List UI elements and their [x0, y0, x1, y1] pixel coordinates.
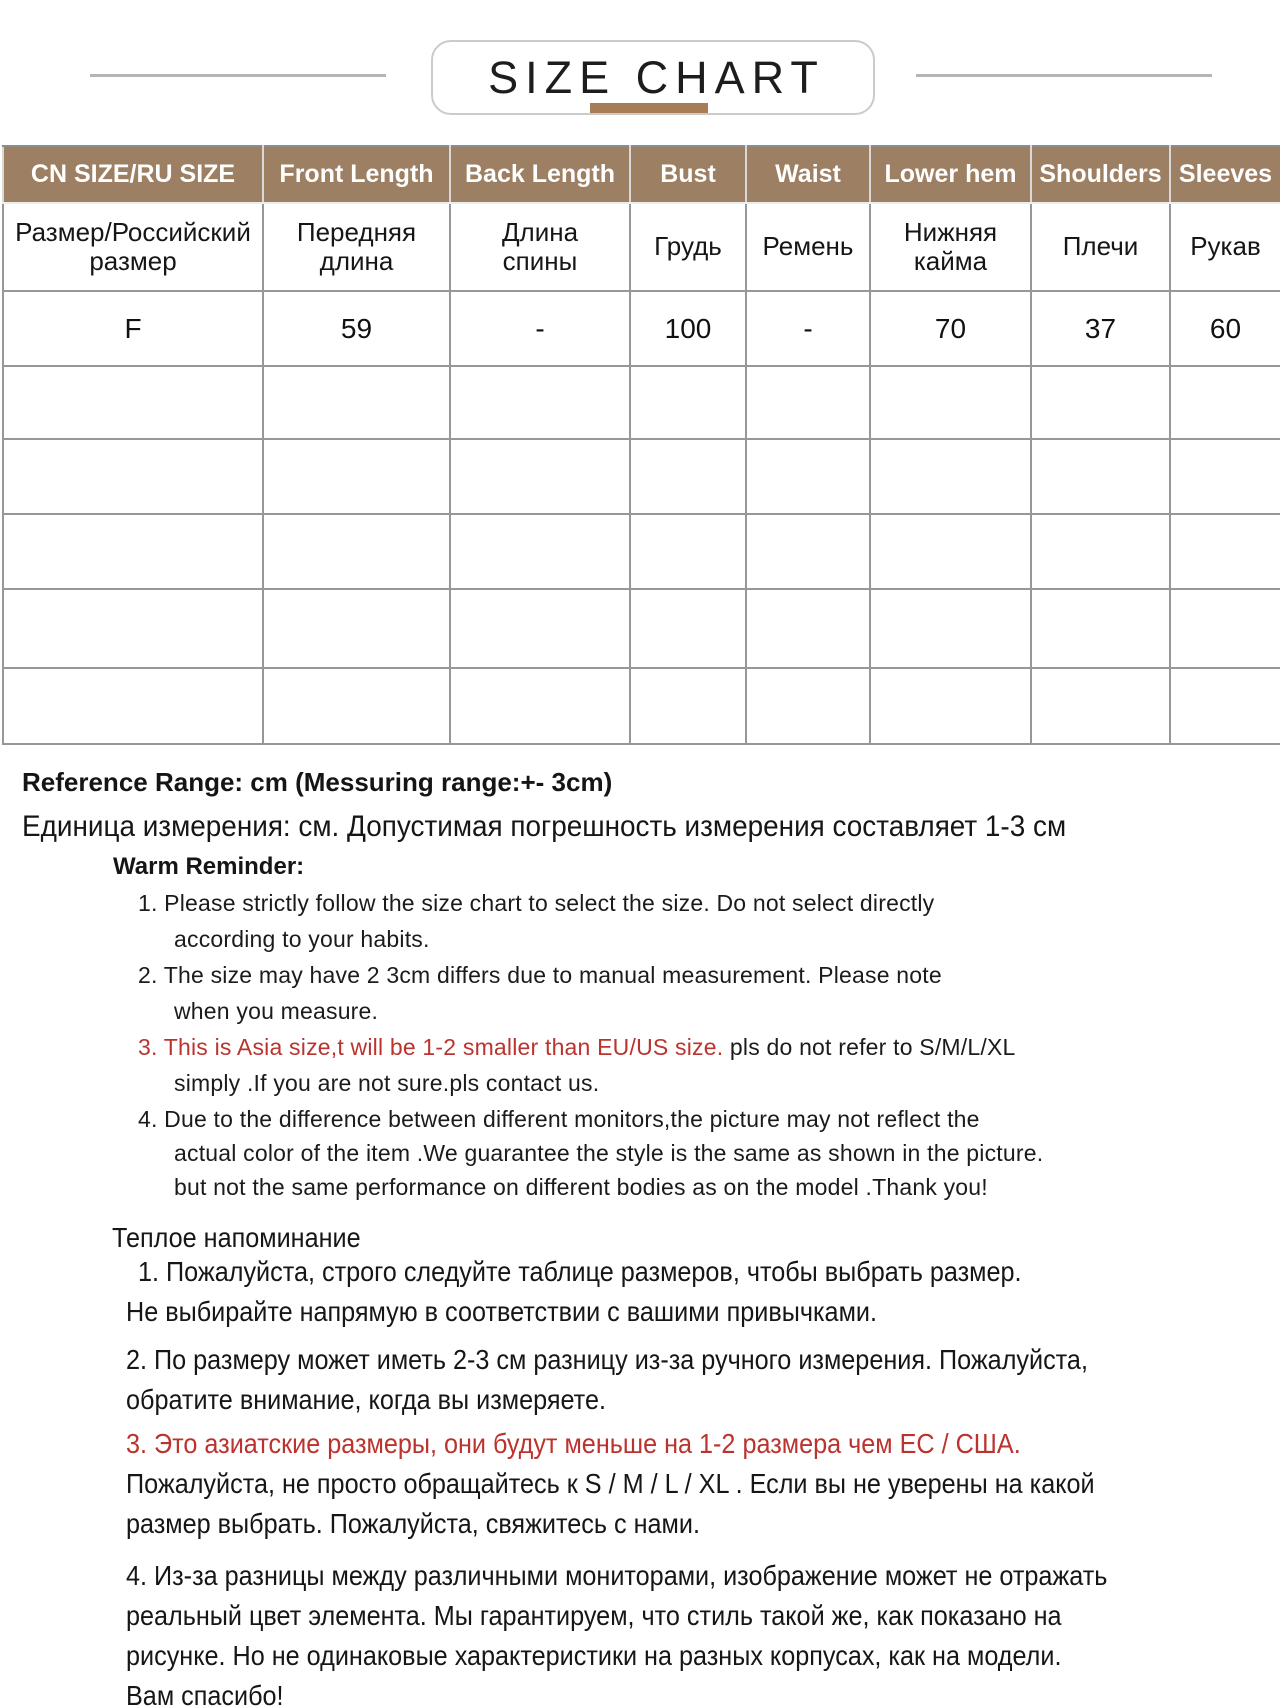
empty-cell — [746, 514, 870, 589]
empty-cell — [3, 366, 263, 439]
empty-cell — [1031, 366, 1170, 439]
table-russian-label-row — [3, 203, 1280, 291]
warm-reminder-line: but not the same performance on different bodies as on the model .Thank you! — [174, 1174, 988, 1200]
empty-cell — [263, 668, 450, 744]
empty-cell — [263, 589, 450, 668]
reminder-ru-line-asia-size: 3. Это азиатские размеры, они будут меньше на 1-2 размера чем ЕС / США. — [126, 1428, 1021, 1459]
warm-reminder-line: 2. The size may have 2 3cm differs due to manual measurement. Please note — [138, 962, 942, 988]
empty-cell — [630, 668, 746, 744]
title-divider-left — [90, 74, 386, 77]
ru-label-front-length: Передняя длина — [263, 203, 450, 291]
empty-cell — [3, 514, 263, 589]
empty-cell — [450, 589, 630, 668]
empty-cell — [3, 668, 263, 744]
value-waist: - — [746, 291, 870, 366]
ru-label-shoulders: Плечи — [1031, 203, 1170, 291]
header-cell-size: CN SIZE/RU SIZE — [3, 146, 263, 203]
ru-label-size: Размер/Российский размер — [3, 203, 263, 291]
ru-label-bust: Грудь — [630, 203, 746, 291]
header-cell-lower-hem: Lower hem — [870, 146, 1031, 203]
header-cell-sleeves: Sleeves — [1170, 146, 1280, 203]
reference-range-ru: Единица измерения: см. Допустимая погрешность измерения составляет 1-3 см — [22, 810, 1067, 843]
empty-cell — [3, 439, 263, 514]
table-empty-row — [3, 514, 1280, 589]
asia-size-warning-red: 3. This is Asia size,t will be 1-2 smaller than EU/US size. — [138, 1034, 724, 1060]
warm-reminder-line: according to your habits. — [174, 926, 430, 952]
ru-label-lower-hem: Нижняя кайма — [870, 203, 1031, 291]
empty-cell — [1170, 514, 1280, 589]
reminder-ru-line: 4. Из-за разницы между различными мониторами, изображение может не отражать — [126, 1560, 1108, 1591]
reminder-ru-line: размер выбрать. Пожалуйста, свяжитесь с нами. — [126, 1508, 700, 1539]
title-divider-right — [916, 74, 1212, 77]
table-empty-row — [3, 589, 1280, 668]
reminder-ru-line: 1. Пожалуйста, строго следуйте таблице размеров, чтобы выбрать размер. — [138, 1256, 1022, 1287]
reminder-ru-line: рисунке. Но не одинаковые характеристики на разных корпусах, как на модели. — [126, 1640, 1062, 1671]
reminder-ru-line: Не выбирайте напрямую в соответствии с вашими привычками. — [126, 1296, 877, 1327]
empty-cell — [746, 668, 870, 744]
empty-cell — [746, 366, 870, 439]
ru-label-back-length: Длина спины — [450, 203, 630, 291]
value-lower-hem: 70 — [870, 291, 1031, 366]
reference-range-en: Reference Range: cm (Messuring range:+- 3cm) — [22, 767, 613, 797]
warm-reminder-line: actual color of the item .We guarantee the style is the same as shown in the picture. — [174, 1140, 1044, 1166]
ru-label-waist: Ремень — [746, 203, 870, 291]
ru-label-sleeves: Рукав — [1170, 203, 1280, 291]
empty-cell — [746, 439, 870, 514]
empty-cell — [870, 668, 1031, 744]
warm-reminder-line: when you measure. — [174, 998, 379, 1024]
value-sleeves: 60 — [1170, 291, 1280, 366]
value-size: F — [3, 291, 263, 366]
reminder-ru-line: обратите внимание, когда вы измеряете. — [126, 1384, 606, 1415]
page-title: SIZE CHART — [488, 51, 825, 103]
header-cell-front-length: Front Length — [263, 146, 450, 203]
empty-cell — [1170, 366, 1280, 439]
header-cell-waist: Waist — [746, 146, 870, 203]
empty-cell — [263, 514, 450, 589]
empty-cell — [630, 439, 746, 514]
reminder-ru-line: 2. По размеру может иметь 2-3 см разницу из-за ручного измерения. Пожалуйста, — [126, 1344, 1088, 1375]
value-front-length: 59 — [263, 291, 450, 366]
empty-cell — [263, 366, 450, 439]
empty-cell — [1031, 589, 1170, 668]
empty-cell — [263, 439, 450, 514]
empty-cell — [3, 589, 263, 668]
warm-reminder-line-asia-size — [138, 1034, 1015, 1061]
empty-cell — [450, 514, 630, 589]
table-header-row — [3, 146, 1280, 203]
warm-reminder-line: 1. Please strictly follow the size chart to select the size. Do not select directly — [138, 890, 935, 916]
value-bust: 100 — [630, 291, 746, 366]
reminder-ru-heading: Теплое напоминание — [112, 1222, 361, 1253]
header-cell-back-length: Back Length — [450, 146, 630, 203]
empty-cell — [630, 366, 746, 439]
value-back-length: - — [450, 291, 630, 366]
empty-cell — [870, 366, 1031, 439]
warm-reminder-line: 4. Due to the difference between different monitors,the picture may not reflect the — [138, 1106, 980, 1132]
reminder-ru-line: реальный цвет элемента. Мы гарантируем, что стиль такой же, как показано на — [126, 1600, 1062, 1631]
reminder-ru-line: Пожалуйста, не просто обращайтесь к S / M / L / XL . Если вы не уверены на какой — [126, 1468, 1095, 1499]
table-empty-row — [3, 366, 1280, 439]
empty-cell — [1170, 589, 1280, 668]
empty-cell — [450, 366, 630, 439]
empty-cell — [870, 514, 1031, 589]
empty-cell — [450, 668, 630, 744]
table-empty-row — [3, 668, 1280, 744]
asia-size-warning-black: pls do not refer to S/M/L/XL — [723, 1034, 1016, 1060]
empty-cell — [746, 589, 870, 668]
empty-cell — [450, 439, 630, 514]
warm-reminder-line: simply .If you are not sure.pls contact us. — [174, 1070, 600, 1096]
table-empty-row — [3, 439, 1280, 514]
header-cell-bust: Bust — [630, 146, 746, 203]
header-cell-shoulders: Shoulders — [1031, 146, 1170, 203]
empty-cell — [870, 589, 1031, 668]
size-chart-table — [2, 145, 1280, 745]
empty-cell — [630, 514, 746, 589]
empty-cell — [1170, 668, 1280, 744]
warm-reminder-heading: Warm Reminder: — [113, 853, 305, 880]
empty-cell — [1031, 668, 1170, 744]
value-shoulders: 37 — [1031, 291, 1170, 366]
empty-cell — [1031, 439, 1170, 514]
title-accent-bar — [590, 103, 708, 113]
empty-cell — [1031, 514, 1170, 589]
empty-cell — [630, 589, 746, 668]
empty-cell — [870, 439, 1031, 514]
table-data-row — [3, 291, 1280, 366]
empty-cell — [1170, 439, 1280, 514]
reminder-ru-line: Вам спасибо! — [126, 1680, 284, 1707]
